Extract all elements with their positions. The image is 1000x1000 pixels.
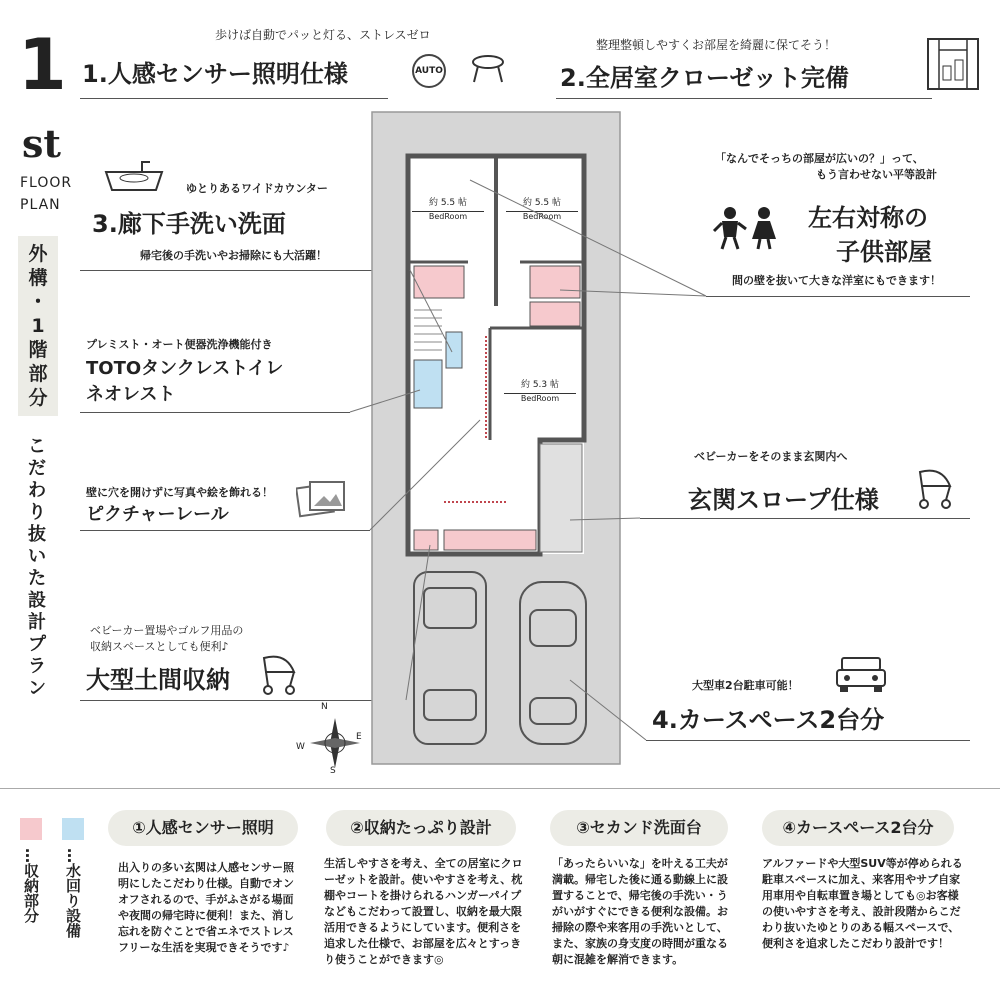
slope-subtitle: ベビーカーをそのまま玄関内へ bbox=[694, 450, 848, 463]
kids-subtitle-1: 「なんでそっちの部屋が広いの？」って、 bbox=[715, 152, 924, 165]
area-char: 階 bbox=[28, 339, 48, 361]
tagline-char: 計 bbox=[28, 612, 46, 633]
water-legend-swatch bbox=[62, 818, 84, 840]
tagline-char: ラ bbox=[28, 656, 46, 677]
room-name: BedRoom bbox=[506, 211, 578, 221]
point1-body: 出入りの多い玄関は人感センサー照明にしたこだわり仕様。自動でオンオフされるので、手がふさがる場面や夜間の帰宅時に便利！また、消し忘れを防ぐことで省エネでストレスフリーな生活を実現できそうです♪ bbox=[118, 861, 294, 954]
tagline-char: こ bbox=[28, 436, 46, 457]
kids-title-1: 左右対称の bbox=[808, 204, 928, 232]
room-size: 約 5.5 帖 bbox=[522, 198, 562, 208]
tagline-char: だ bbox=[28, 458, 46, 479]
toilet-subtitle: プレミスト・オート便器洗浄機能付き bbox=[86, 338, 273, 351]
compass-e: E bbox=[356, 732, 362, 742]
area-char: ・ bbox=[28, 291, 48, 313]
area-char: 1 bbox=[31, 315, 45, 337]
feature3-title: 3.廊下手洗い洗面 bbox=[92, 210, 286, 238]
feature2-subtitle: 整理整頓しやすくお部屋を綺麗に保てそう！ bbox=[596, 38, 837, 52]
point4-title: ④カースペース2台分 bbox=[762, 810, 954, 846]
compass-n: N bbox=[321, 702, 328, 712]
room-name: BedRoom bbox=[412, 211, 484, 221]
tagline-char: た bbox=[28, 568, 46, 589]
area-char: 構 bbox=[28, 267, 48, 289]
rail-subtitle: 壁に穴を開けずに写真や絵を飾れる！ bbox=[86, 486, 273, 499]
storage-legend-swatch bbox=[20, 818, 42, 840]
point4-body: アルファードや大型SUV等が停められる駐車スペースに加え、来客用やサブ自家用車用や自転車置き場としても◎お客様の使いやすさを考え、設計段階からこだわり抜いたゆとりのある幅スペースで、便利さを追求したこだわり設計です！ bbox=[762, 857, 963, 950]
room-name: BedRoom bbox=[504, 393, 576, 403]
tagline-char: り bbox=[28, 502, 46, 523]
compass-w: W bbox=[296, 742, 305, 752]
tagline-char: プ bbox=[28, 634, 46, 655]
tagline-char: い bbox=[28, 546, 46, 567]
tagline-char: 抜 bbox=[28, 524, 46, 545]
toilet-line-1: TOTOタンクレストイレ bbox=[86, 358, 284, 379]
rail-title: ピクチャーレール bbox=[86, 504, 229, 525]
storage-subtitle-1: ベビーカー置場やゴルフ用品の bbox=[90, 624, 244, 637]
feature2-title: 2.全居室クローゼット完備 bbox=[560, 64, 849, 92]
carspace-title: 4.カースペース2台分 bbox=[652, 706, 885, 734]
section-divider bbox=[0, 788, 1000, 789]
point3-body: 「あったらいいな」を叶える工夫が満載。帰宅した後に通る動線上に設置することで、帰宅後の手洗い・うがいがすぐにできる便利な設備。お掃除の際や来客用の手洗いとして、また、家族の身支度の時間が重なる朝に混雑を解消できます。 bbox=[552, 857, 728, 966]
floor-number: 1 bbox=[18, 24, 67, 106]
toilet-line-2: ネオレスト bbox=[86, 384, 176, 405]
plan-label: PLAN bbox=[20, 197, 61, 213]
auto-sensor-icon: AUTO bbox=[412, 54, 446, 88]
floor-label: FLOOR bbox=[20, 175, 73, 191]
room-size: 約 5.5 帖 bbox=[428, 198, 468, 208]
storage-legend-label: …収納部分 bbox=[22, 848, 40, 923]
storage-subtitle-2: 収納スペースとしても便利♪ bbox=[90, 640, 229, 653]
tagline-char: ン bbox=[28, 678, 46, 699]
room-size: 約 5.3 帖 bbox=[520, 380, 560, 390]
kids-title-2: 子供部屋 bbox=[836, 238, 932, 266]
slope-title: 玄関スロープ仕様 bbox=[688, 486, 879, 514]
point3-title: ③セカンド洗面台 bbox=[550, 810, 728, 846]
feature1-title: 1.人感センサー照明仕様 bbox=[82, 60, 348, 88]
carspace-subtitle: 大型車2台駐車可能！ bbox=[692, 679, 799, 692]
kids-note: 間の壁を抜いて大きな洋室にもできます！ bbox=[732, 274, 941, 287]
area-char: 外 bbox=[28, 243, 48, 265]
tagline-char: わ bbox=[28, 480, 46, 501]
feature3-subtitle: ゆとりあるワイドカウンター bbox=[186, 182, 328, 195]
area-char: 部 bbox=[28, 363, 48, 385]
feature1-subtitle: 歩けば自動でパッと灯る、ストレスゼロ bbox=[215, 28, 431, 42]
kids-subtitle-2: もう言わせない平等設計 bbox=[816, 168, 937, 181]
tagline-char: 設 bbox=[28, 590, 46, 611]
point1-title: ①人感センサー照明 bbox=[108, 810, 298, 846]
water-legend-label: …水回り設備 bbox=[64, 848, 82, 938]
point2-title: ②収納たっぷり設計 bbox=[326, 810, 516, 846]
compass-s: S bbox=[330, 766, 336, 776]
storage-title: 大型土間収納 bbox=[86, 666, 230, 694]
feature3-note: 帰宅後の手洗いやお掃除にも大活躍！ bbox=[140, 249, 327, 262]
floor-suffix: st bbox=[22, 121, 61, 166]
area-char: 分 bbox=[28, 387, 48, 409]
point2-body: 生活しやすさを考え、全ての居室にクローゼットを設計。使いやすさを考え、枕棚やコートを掛けられるハンガーパイプなどもこだわって設置し、収納を最大限活用できるようにしています。便利さを追求した仕様で、お部屋を広々とすっきり使うことができます◎ bbox=[324, 857, 523, 966]
